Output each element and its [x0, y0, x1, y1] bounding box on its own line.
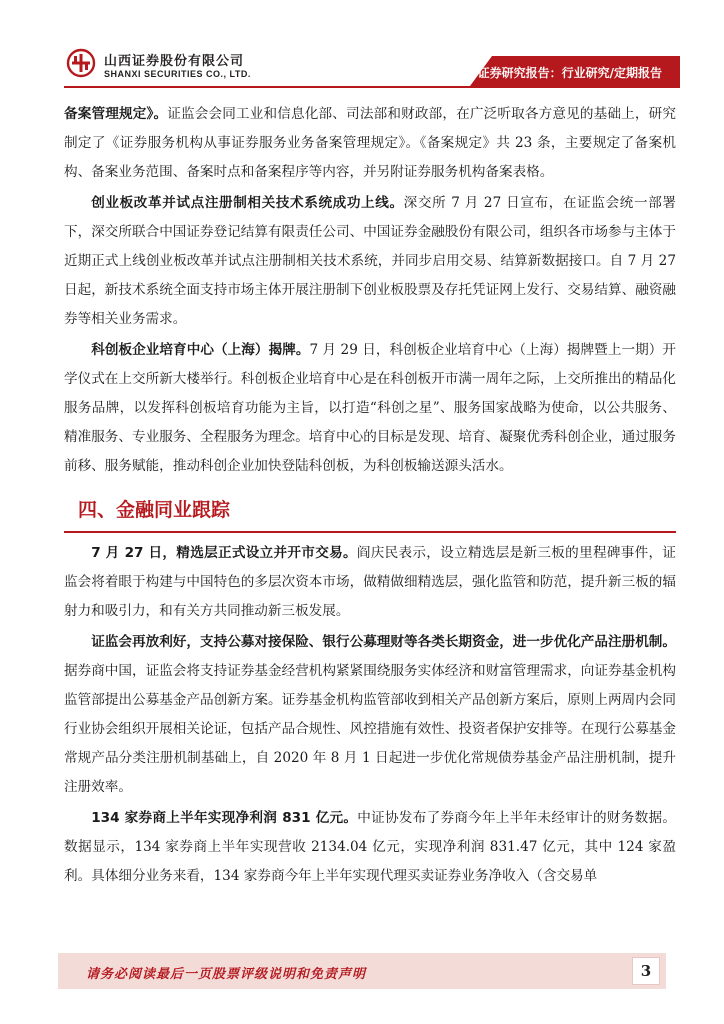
paragraph-filing-rules	[64, 100, 676, 187]
paragraph-lead: 134 家券商上半年实现净利润 831 亿元。	[91, 810, 358, 826]
disclaimer-note: 请务必阅读最后一页股票评级说明和免责声明	[86, 967, 367, 982]
paragraph-text: 7 月 29 日，科创板企业培育中心（上海）揭牌暨上一期）开学仪式在上交所新大楼举行。科创板企业培育中心是在科创板开市满一周年之际，上交所推出的精品化服务品牌，以发挥科创板培育功能为主旨，以打造“科创之星”、服务国家战略为使命，以公共服务、精准服务、专业服务、全程服务为理念。培育中心的目标是发现、培育、凝聚优秀科创企业，通过服务前移、服务赋能，推动科创企业加快登陆科创板，为科创板输送源头活水。	[64, 342, 676, 474]
company-name-en: SHANXI SECURITIES CO., LTD.	[104, 69, 251, 79]
paragraph-lead: 证监会再放利好，支持公募对接保险、银行公募理财等各类长期资金，进一步优化产品注册机制。	[91, 634, 676, 650]
paragraph-text: 中证协发布了券商今年上半年未经审计的财务数据。数据显示，134 家券商上半年实现营收 2134.04 亿元，实现净利润 831.47 亿元，其中 124 家盈利。具体细分业务来看，134 家券商今年上半年实现代理买卖证券业务净收入（含交易单	[64, 810, 677, 884]
report-body	[64, 100, 676, 893]
paragraph-lead: 科创板企业培育中心（上海）揭牌。	[91, 342, 310, 358]
header-divider	[64, 86, 680, 88]
report-type-label: 证券研究报告：行业研究/定期报告	[477, 66, 662, 80]
paragraph-lead: 7 月 27 日，精选层正式设立并开市交易。	[91, 545, 357, 561]
company-logo-icon	[66, 48, 96, 78]
paragraph-select-tier	[64, 539, 676, 626]
paragraph-lead: 备案管理规定》。	[64, 106, 168, 122]
paragraph-text: 证监会会同工业和信息化部、司法部和财政部，在广泛听取各方意见的基础上，研究制定了《证券服务机构从事证券服务业务备案管理规定》。《备案规定》共 23 条，主要规定了备案机构、备案业务范围、备案时点和备案程序等内容，并另附证券服务机构备案表格。	[64, 106, 677, 180]
paragraph-text: 据券商中国，证监会将支持证券基金经营机构紧紧围绕服务实体经济和财富管理需求，向证券基金机构监管部提出公募基金产品创新方案。证券基金机构监管部收到相关产品创新方案后，原则上两周内会同行业协会组织开展相关论证，包括产品合规性、风控措施有效性、投资者保护安排等。在现行公募基金常规产品分类注册机制基础上，自 2020 年 8 月 1 日起进一步优化常规债券基金产品注册机制，提升注册效率。	[64, 663, 676, 795]
paragraph-broker-profit	[64, 804, 676, 891]
paragraph-fund-registration	[64, 628, 676, 802]
company-name-cn: 山西证券股份有限公司	[104, 54, 245, 69]
section-divider	[64, 531, 676, 533]
paragraph-chinext-system	[64, 189, 676, 334]
paragraph-lead: 创业板改革并试点注册制相关技术系统成功上线。	[91, 195, 404, 211]
paragraph-text: 深交所 7 月 27 日宣布，在证监会统一部署下，深交所联合中国证券登记结算有限责任公司、中国证券金融股份有限公司，组织各市场参与主体于近期正式上线创业板改革并试点注册制相关技术系统，并同步启用交易、结算新数据接口。自 7 月 27 日起，新技术系统全面支持市场主体开展注册制下创业板股票及存托凭证网上发行、交易结算、融资融券等相关业务需求。	[64, 195, 676, 327]
page-header	[0, 0, 724, 100]
paragraph-text: 阎庆民表示，设立精选层是新三板的里程碑事件，证监会将着眼于构建与中国特色的多层次资本市场，做精做细精选层，强化监管和防范，提升新三板的辐射力和吸引力，和有关方共同推动新三板发展。	[64, 545, 676, 619]
section-heading	[64, 483, 676, 539]
paragraph-star-incubation	[64, 336, 676, 481]
page-number: 3	[632, 957, 660, 985]
section-title: 四、金融同业跟踪	[78, 499, 231, 521]
page-footer	[58, 953, 666, 989]
